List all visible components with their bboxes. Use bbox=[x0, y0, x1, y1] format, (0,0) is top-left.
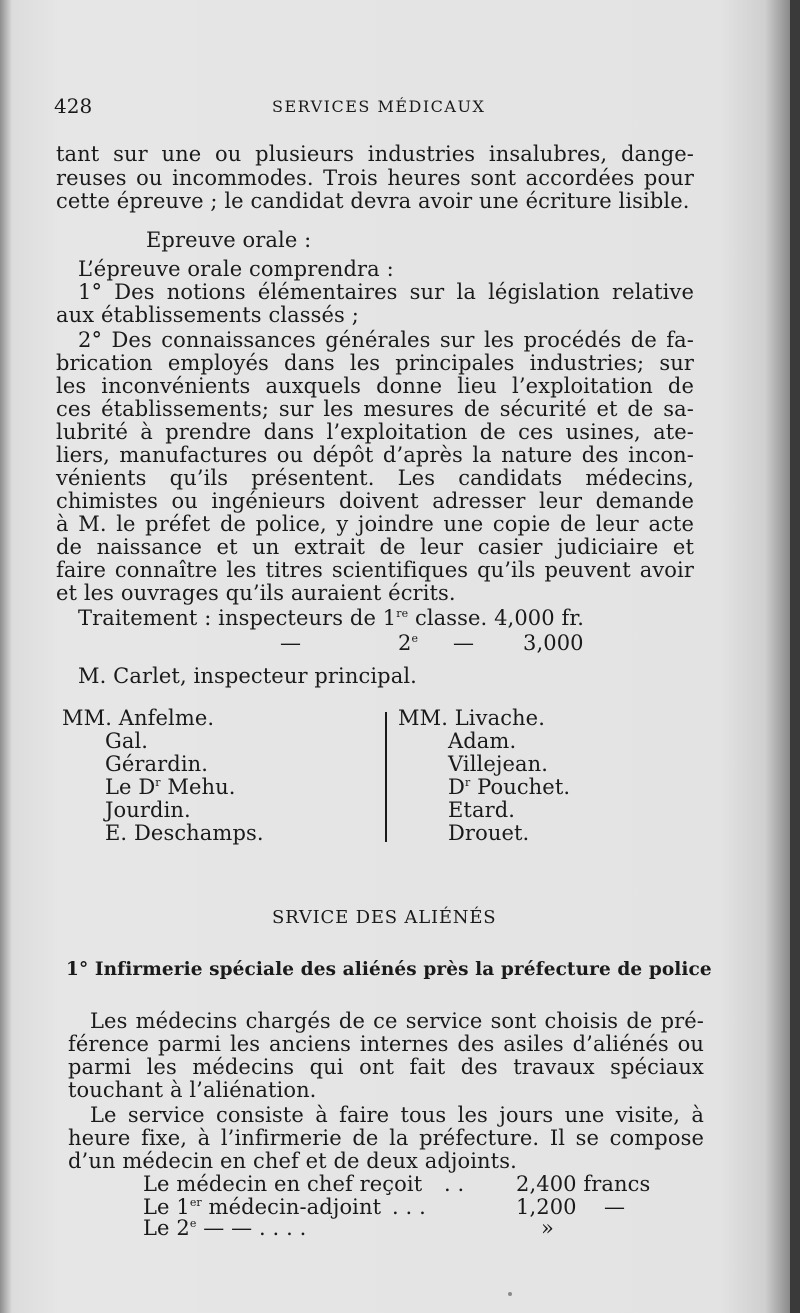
list-item-2: liers, manufactures ou dépôt d’après la nature des incon- bbox=[56, 443, 694, 467]
oral-exam-title: Epreuve orale : bbox=[146, 228, 312, 252]
list-item-2: vénients qu’ils présentent. Les candidats médecins, bbox=[56, 466, 694, 490]
pay-chief-amount: 2,400 francs bbox=[516, 1172, 651, 1196]
inspector-name: Drouet. bbox=[448, 821, 530, 845]
body-line: cette épreuve ; le candidat devra avoir une écriture lisible. bbox=[56, 189, 690, 213]
section-title: SRVICE DES ALIÉNÉS bbox=[272, 907, 497, 928]
list-item-2: 2° Des connaissances générales sur les procédés de fa- bbox=[78, 328, 694, 352]
inspector-name: E. Deschamps. bbox=[105, 821, 264, 845]
list-item-2: à M. le préfet de police, y joindre une copie de leur acte bbox=[56, 512, 694, 536]
principal-inspector: M. Carlet, inspecteur principal. bbox=[78, 664, 417, 688]
inspector-name: MM. Anfelme. bbox=[62, 706, 215, 730]
section-paragraph: touchant à l’aliénation. bbox=[68, 1078, 317, 1102]
pay-second-amount: » bbox=[541, 1216, 554, 1240]
section-paragraph: d’un médecin en chef et de deux adjoints. bbox=[68, 1149, 517, 1173]
list-item-2: faire connaître les titres scientifiques qu’ils peuvent avoir bbox=[56, 558, 694, 582]
inspector-name: Le $D^r$ Mehu. bbox=[105, 775, 236, 799]
pay-dash: — bbox=[604, 1195, 626, 1219]
list-item-2: lubrité à prendre dans l’exploitation de ces usines, ate- bbox=[56, 420, 694, 444]
list-item-2: brication employés dans les principales industries; sur bbox=[56, 351, 694, 375]
column-divider bbox=[385, 712, 387, 842]
section-paragraph: parmi les médecins qui ont fait des travaux spéciaux bbox=[68, 1055, 704, 1079]
pay-first-label: Le 1er médecin-adjoint bbox=[143, 1195, 382, 1219]
list-item-2: ces établissements; sur les mesures de sécurité et de sa- bbox=[56, 397, 694, 421]
inspector-name: MM. Livache. bbox=[398, 706, 545, 730]
book-spine-shadow bbox=[790, 0, 800, 1313]
pay-second-label: Le 2e — — . . . . bbox=[143, 1216, 307, 1240]
section-subheading: 1° Infirmerie spéciale des aliénés près la préfecture de police bbox=[66, 959, 712, 980]
section-paragraph: férence parmi les anciens internes des asiles d’aliénés ou bbox=[68, 1032, 704, 1056]
inspector-name: Villejean. bbox=[448, 752, 549, 776]
inspector-name: Gérardin. bbox=[105, 752, 209, 776]
page-number: 428 bbox=[54, 94, 93, 118]
inspector-name: Etard. bbox=[448, 798, 516, 822]
salary-dash: — bbox=[453, 631, 475, 655]
body-line: reuses ou incommodes. Trois heures sont accordées pour bbox=[56, 166, 694, 190]
list-item-1: 1° Des notions élémentaires sur la législation relative bbox=[78, 280, 694, 304]
salary-amount: 3,000 bbox=[523, 631, 584, 655]
page-header bbox=[54, 94, 708, 120]
section-paragraph: Les médecins chargés de ce service sont choisis de pré- bbox=[90, 1009, 704, 1033]
pay-chief-label: Le médecin en chef reçoit bbox=[143, 1172, 423, 1196]
list-item-2: les inconvénients auxquels donne lieu l’exploitation de bbox=[56, 374, 694, 398]
list-item-2: chimistes ou ingénieurs doivent adresser leur demande bbox=[56, 489, 694, 513]
running-head: SERVICES MÉDICAUX bbox=[272, 97, 486, 116]
salary-line: Traitement : inspecteurs de 1re classe. 4,000 fr. bbox=[78, 606, 584, 630]
inspector-name: Adam. bbox=[448, 729, 517, 753]
list-item-2: de naissance et un extrait de leur casier judiciaire et bbox=[56, 535, 694, 559]
pay-dots: . . . bbox=[392, 1195, 426, 1219]
salary-second-class: 2e bbox=[398, 631, 419, 655]
list-item-2: et les ouvrages qu’ils auraient écrits. bbox=[56, 581, 456, 605]
oral-exam-intro: L’épreuve orale comprendra : bbox=[78, 257, 394, 281]
pay-dots: . . bbox=[444, 1172, 465, 1196]
body-line: tant sur une ou plusieurs industries insalubres, dange- bbox=[56, 142, 694, 166]
salary-dash: — bbox=[280, 631, 302, 655]
section-paragraph: Le service consiste à faire tous les jours une visite, à bbox=[90, 1103, 704, 1127]
pay-first-amount: 1,200 bbox=[516, 1195, 577, 1219]
inspector-name: $D^r$ Pouchet. bbox=[448, 775, 571, 799]
paper-speck bbox=[508, 1292, 512, 1296]
list-item-1: aux établissements classés ; bbox=[56, 303, 359, 327]
inspector-name: Gal. bbox=[105, 729, 149, 753]
inspector-name: Jourdin. bbox=[105, 798, 191, 822]
section-paragraph: heure fixe, à l’infirmerie de la préfecture. Il se compose bbox=[68, 1126, 704, 1150]
